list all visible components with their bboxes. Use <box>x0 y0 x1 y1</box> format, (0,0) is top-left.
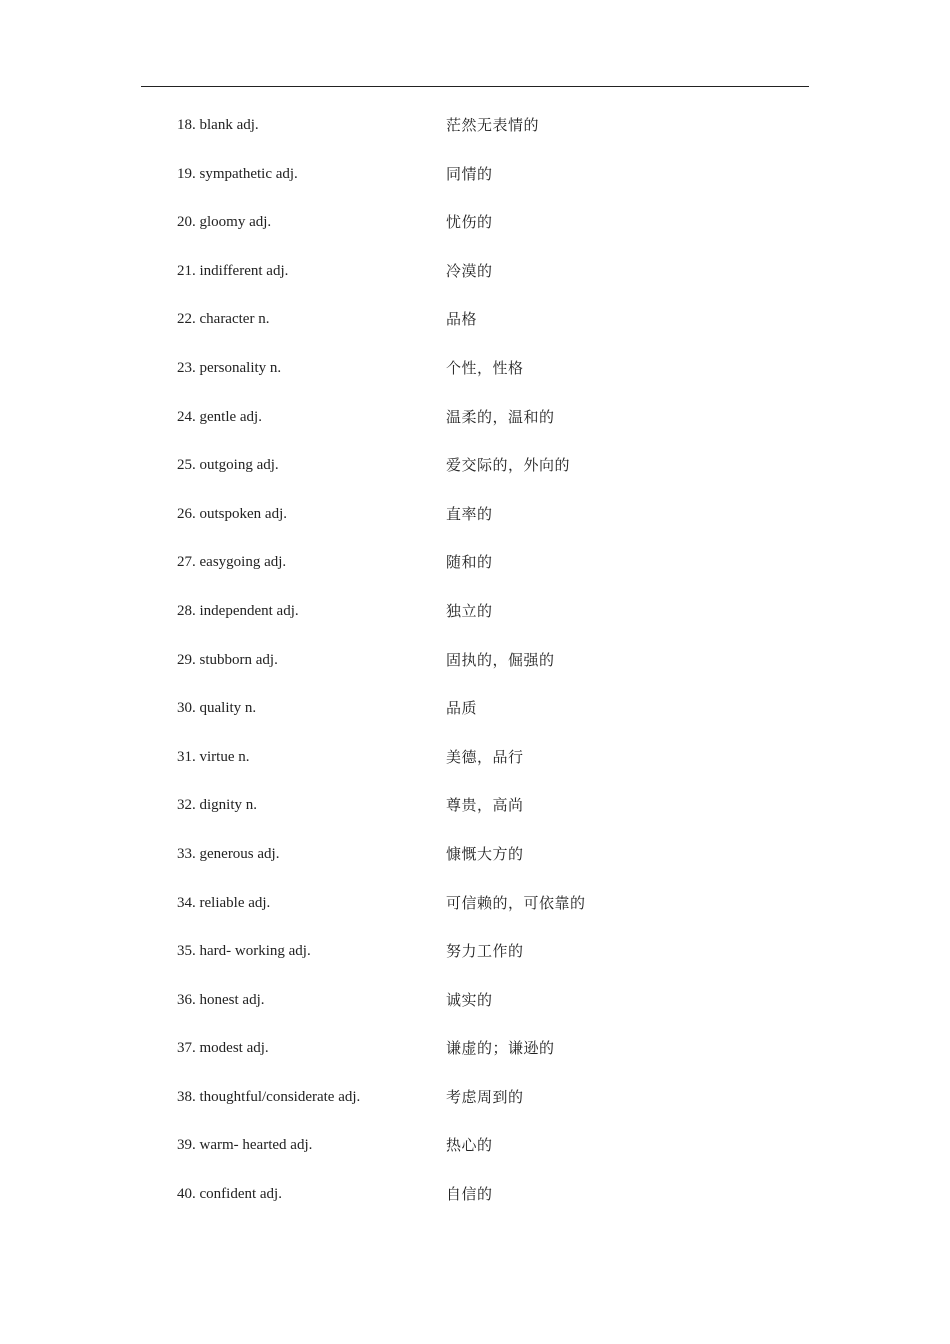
vocab-definition: 慷慨大方的 <box>446 844 524 863</box>
vocab-term: 27. easygoing adj. <box>177 554 287 571</box>
list-item <box>177 260 777 309</box>
vocab-term: 29. stubborn adj. <box>177 651 278 668</box>
list-item <box>177 503 777 552</box>
list-item <box>177 454 777 503</box>
vocab-term: 19. sympathetic adj. <box>177 165 298 182</box>
vocab-term: 26. outspoken adj. <box>177 505 287 522</box>
vocab-definition: 温柔的，温和的 <box>446 407 555 426</box>
vocab-definition: 固执的，倔强的 <box>446 650 555 669</box>
vocab-definition: 考虑周到的 <box>446 1087 524 1106</box>
list-item <box>177 746 777 795</box>
vocab-term: 32. dignity n. <box>177 797 258 814</box>
list-item <box>177 114 777 163</box>
vocab-definition: 品格 <box>446 310 478 329</box>
list-item <box>177 163 777 212</box>
vocab-definition: 冷漠的 <box>446 261 493 280</box>
vocab-definition: 独立的 <box>446 601 493 620</box>
vocab-definition: 热心的 <box>446 1136 493 1155</box>
vocab-definition: 直率的 <box>446 504 493 523</box>
vocab-term: 24. gentle adj. <box>177 408 262 425</box>
vocab-term: 23. personality n. <box>177 359 282 376</box>
vocab-term: 38. thoughtful/considerate adj. <box>177 1088 361 1105</box>
vocab-definition: 爱交际的，外向的 <box>446 456 571 475</box>
vocab-term: 37. modest adj. <box>177 1040 269 1057</box>
vocab-definition: 自信的 <box>446 1185 493 1204</box>
list-item <box>177 1183 777 1232</box>
vocab-term: 40. confident adj. <box>177 1186 282 1203</box>
vocab-definition: 谦虚的；谦逊的 <box>446 1039 555 1058</box>
vocab-term: 22. character n. <box>177 311 270 328</box>
list-item <box>177 940 777 989</box>
vocab-definition: 随和的 <box>446 553 493 572</box>
vocab-term: 25. outgoing adj. <box>177 457 279 474</box>
list-item <box>177 989 777 1038</box>
list-item <box>177 357 777 406</box>
list-item <box>177 308 777 357</box>
vocab-term: 28. independent adj. <box>177 602 299 619</box>
vocab-term: 31. virtue n. <box>177 748 250 765</box>
vocab-definition: 尊贵，高尚 <box>446 796 524 815</box>
vocab-definition: 同情的 <box>446 164 493 183</box>
vocab-definition: 诚实的 <box>446 990 493 1009</box>
vocab-definition: 可信赖的，可依靠的 <box>446 893 586 912</box>
vocab-term: 33. generous adj. <box>177 845 280 862</box>
vocab-definition: 茫然无表情的 <box>446 116 540 134</box>
vocab-term: 35. hard- working adj. <box>177 943 311 960</box>
list-item <box>177 406 777 455</box>
vocab-definition: 忧伤的 <box>446 213 493 232</box>
list-item <box>177 600 777 649</box>
vocab-definition: 努力工作的 <box>446 942 524 961</box>
list-item <box>177 697 777 746</box>
list-item <box>177 794 777 843</box>
vocabulary-list <box>177 114 777 1232</box>
vocab-term: 34. reliable adj. <box>177 894 271 911</box>
vocab-definition: 美德，品行 <box>446 747 524 766</box>
vocab-term: 21. indifferent adj. <box>177 262 289 279</box>
vocab-definition: 品质 <box>446 699 478 718</box>
list-item <box>177 843 777 892</box>
list-item <box>177 211 777 260</box>
vocab-term: 30. quality n. <box>177 700 257 717</box>
vocab-term: 39. warm- hearted adj. <box>177 1137 313 1154</box>
header-rule <box>141 86 809 87</box>
vocab-term: 36. honest adj. <box>177 991 265 1008</box>
vocab-definition: 个性，性格 <box>446 358 524 377</box>
list-item <box>177 551 777 600</box>
list-item <box>177 649 777 698</box>
list-item <box>177 1134 777 1183</box>
vocab-term: 20. gloomy adj. <box>177 214 272 231</box>
vocab-term: 18. blank adj. <box>177 117 259 133</box>
list-item <box>177 1086 777 1135</box>
list-item <box>177 1037 777 1086</box>
list-item <box>177 892 777 941</box>
